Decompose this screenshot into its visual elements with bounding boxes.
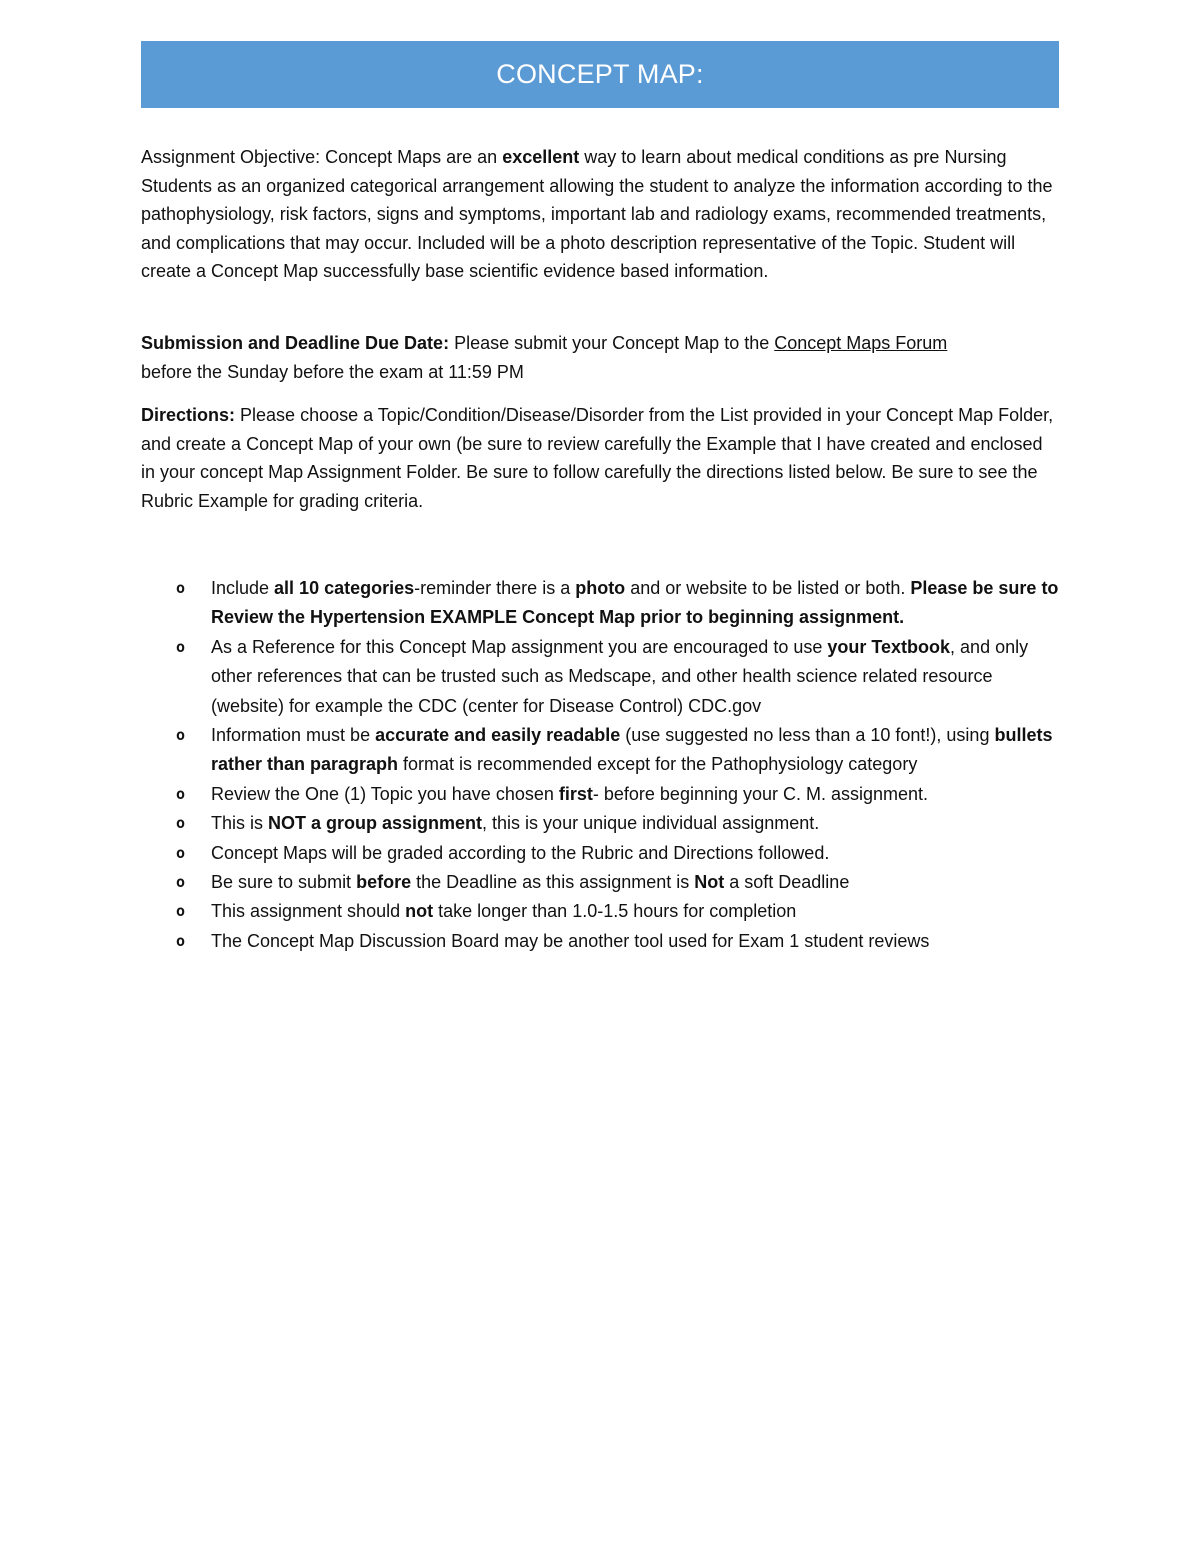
bullet-marker-icon: o: [176, 873, 186, 892]
list-item-bold: all 10 categories: [274, 578, 415, 598]
list-item-bold: NOT a group assignment: [268, 813, 483, 834]
bullet-marker-icon: o: [176, 843, 186, 862]
list-item-text: -reminder there is a: [414, 578, 576, 598]
bullet-marker-icon: o: [176, 931, 186, 950]
list-item-text: Information must be: [211, 725, 376, 746]
list-item-text: , this is your unique individual assignment.: [482, 813, 820, 834]
directions-paragraph: [141, 401, 1059, 515]
submission-paragraph: [141, 329, 1059, 386]
list-item-text: the Deadline as this assignment is: [411, 872, 695, 893]
list-item-text: Review the One (1) Topic you have chosen: [211, 783, 559, 804]
list-item-text: As a Reference for this Concept Map assignment you are encouraged to use: [211, 636, 828, 657]
bullet-marker-icon: o: [176, 637, 186, 656]
list-item-text: , and only other references that can be trusted such as Medscape, and other health science related resource (website) for example the CDC (center for Disease Control) CDC.gov: [211, 636, 1029, 716]
list-item: [176, 809, 1066, 838]
list-item-bold: photo: [575, 578, 626, 598]
list-item-bold: bullets rather than paragraph: [211, 725, 1053, 775]
list-item: [176, 633, 1066, 721]
bullet-marker-icon: o: [176, 814, 186, 833]
directions-label: Directions:: [141, 405, 236, 425]
list-item-text: Concept Maps will be graded according to the Rubric and Directions followed.: [211, 842, 830, 863]
list-item: [176, 574, 1066, 633]
list-item-bold: Not: [694, 872, 725, 893]
submission-section: [141, 329, 1059, 386]
list-item: [176, 839, 1066, 868]
bullet-marker-icon: o: [176, 784, 186, 803]
list-item: [176, 868, 1066, 897]
directions-bullet-list: [176, 574, 1066, 956]
list-item-text: take longer than 1.0-1.5 hours for completion: [433, 901, 797, 922]
list-item-text: The Concept Map Discussion Board may be another tool used for Exam 1 student reviews: [211, 930, 930, 951]
objective-text-1: Assignment Objective: Concept Maps are an: [141, 147, 503, 167]
list-item-text: a soft Deadline: [724, 872, 850, 893]
list-item-text: and or website to be listed or both.: [625, 578, 911, 598]
list-item: [176, 721, 1066, 780]
directions-text: Please choose a Topic/Condition/Disease/Disorder from the List provided in your Concept Map Folder, and create a Concept Map of your own (be sure to review carefully the Example that I have created and enclosed in your concept Map Assignment Folder. Be sure to follow carefully the directions listed below. Be sure to see the Rubric Example for grading criteria.: [141, 405, 1054, 511]
list-item-text: This is: [211, 813, 269, 834]
submission-text-2: before the Sunday before the exam at 11:59 PM: [141, 361, 524, 382]
bullet-marker-icon: o: [176, 579, 186, 597]
list-item-bold: not: [405, 901, 434, 922]
list-item-text: Be sure to submit: [211, 872, 357, 893]
submission-label: Submission and Deadline Due Date:: [141, 333, 450, 353]
assignment-objective-paragraph: [141, 143, 1059, 286]
concept-maps-forum-link[interactable]: Concept Maps Forum: [774, 333, 948, 353]
assignment-objective-section: [141, 143, 1059, 286]
list-item-text: - before beginning your C. M. assignment.: [592, 783, 929, 804]
bullet-marker-icon: o: [176, 902, 186, 921]
directions-section: [141, 401, 1059, 515]
objective-bold-excellent: excellent: [502, 147, 580, 167]
list-item: [176, 780, 1066, 809]
list-item: [176, 927, 1066, 956]
list-item-text: format is recommended except for the Pathophysiology category: [398, 754, 918, 775]
list-item-text: (use suggested no less than a 10 font!), using: [620, 725, 995, 746]
list-item-text: Include: [211, 578, 275, 598]
bullet-marker-icon: o: [176, 726, 186, 745]
list-item-text: This assignment should: [211, 901, 406, 922]
list-item-bold: Please be sure to Review the Hypertension EXAMPLE Concept Map prior to beginning assignment.: [211, 578, 1059, 628]
list-item: [176, 897, 1066, 926]
page-title: CONCEPT MAP:: [496, 59, 704, 89]
list-item-bold: accurate and easily readable: [375, 725, 621, 746]
submission-text-1: Please submit your Concept Map to the: [449, 333, 775, 353]
title-banner: [141, 41, 1059, 108]
list-item-bold: your Textbook: [827, 636, 951, 657]
list-item-bold: first: [558, 783, 593, 804]
list-item-bold: before: [356, 872, 412, 893]
objective-text-2: way to learn about medical conditions as pre Nursing Students as an organized categorical arrangement allowing the student to analyze the information according to the pathophysiology, risk factors, signs and symptoms, important lab and radiology exams, recommended treatments, and complications that may occur. Included will be a photo description representative of the Topic. Student will create a Concept Map successfully base scientific evidence based information.: [141, 147, 1053, 282]
